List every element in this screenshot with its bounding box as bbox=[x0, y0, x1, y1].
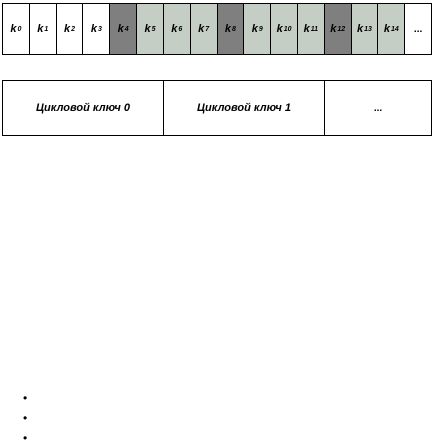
key-index: 12 bbox=[337, 25, 346, 33]
round-keys-row bbox=[2, 80, 432, 136]
key-label: k bbox=[303, 23, 310, 35]
key-index: 1 bbox=[44, 25, 49, 33]
key-label: k bbox=[330, 23, 337, 35]
key-cell-k5 bbox=[137, 4, 164, 54]
key-index: 10 bbox=[283, 25, 292, 33]
bullet-item bbox=[29, 408, 39, 428]
key-cell-k8 bbox=[218, 4, 245, 54]
key-label: k bbox=[90, 23, 97, 35]
bullet-item bbox=[29, 388, 39, 408]
key-cell-k0 bbox=[3, 4, 30, 54]
key-cell-k7 bbox=[191, 4, 218, 54]
round-key-1-cell: Цикловой ключ 1 bbox=[164, 81, 325, 135]
key-label: k bbox=[117, 23, 124, 35]
key-index: 14 bbox=[390, 25, 399, 33]
key-cell-k9 bbox=[244, 4, 271, 54]
key-sequence-row bbox=[2, 3, 432, 55]
key-index: 0 bbox=[17, 25, 22, 33]
key-cell-k13 bbox=[352, 4, 379, 54]
key-label: k bbox=[383, 23, 390, 35]
key-label: k bbox=[276, 23, 283, 35]
key-cell-k4 bbox=[110, 4, 137, 54]
key-label: ... bbox=[413, 23, 423, 35]
key-cell-k11 bbox=[298, 4, 325, 54]
key-label: k bbox=[64, 23, 71, 35]
key-index: 11 bbox=[310, 25, 319, 33]
key-index: 3 bbox=[97, 25, 102, 33]
key-cell-k3 bbox=[83, 4, 110, 54]
key-index: 7 bbox=[205, 25, 210, 33]
key-label: k bbox=[10, 23, 17, 35]
key-cell-k12 bbox=[325, 4, 352, 54]
key-label: k bbox=[171, 23, 178, 35]
key-label: k bbox=[357, 23, 364, 35]
key-index: 5 bbox=[151, 25, 156, 33]
key-label: k bbox=[198, 23, 205, 35]
key-cell-k10 bbox=[271, 4, 298, 54]
round-key-0-cell: Цикловой ключ 0 bbox=[3, 81, 164, 135]
key-label: k bbox=[144, 23, 151, 35]
key-cell-k6 bbox=[164, 4, 191, 54]
round-key-ellipsis-cell: ... bbox=[373, 102, 383, 114]
key-index: 4 bbox=[124, 25, 129, 33]
key-label: k bbox=[224, 23, 232, 35]
key-index: 9 bbox=[258, 25, 263, 33]
bullet-item bbox=[29, 428, 39, 448]
key-ellipsis-cell bbox=[405, 4, 431, 54]
key-index: 13 bbox=[364, 25, 372, 33]
bullet-list bbox=[29, 388, 39, 448]
key-cell-k14 bbox=[378, 4, 405, 54]
key-cell-k1 bbox=[30, 4, 57, 54]
key-cell-k2 bbox=[57, 4, 84, 54]
key-index: 2 bbox=[71, 25, 76, 33]
key-index: 8 bbox=[232, 25, 236, 33]
key-index: 6 bbox=[178, 25, 183, 33]
key-label: k bbox=[251, 23, 258, 35]
key-label: k bbox=[37, 23, 44, 35]
